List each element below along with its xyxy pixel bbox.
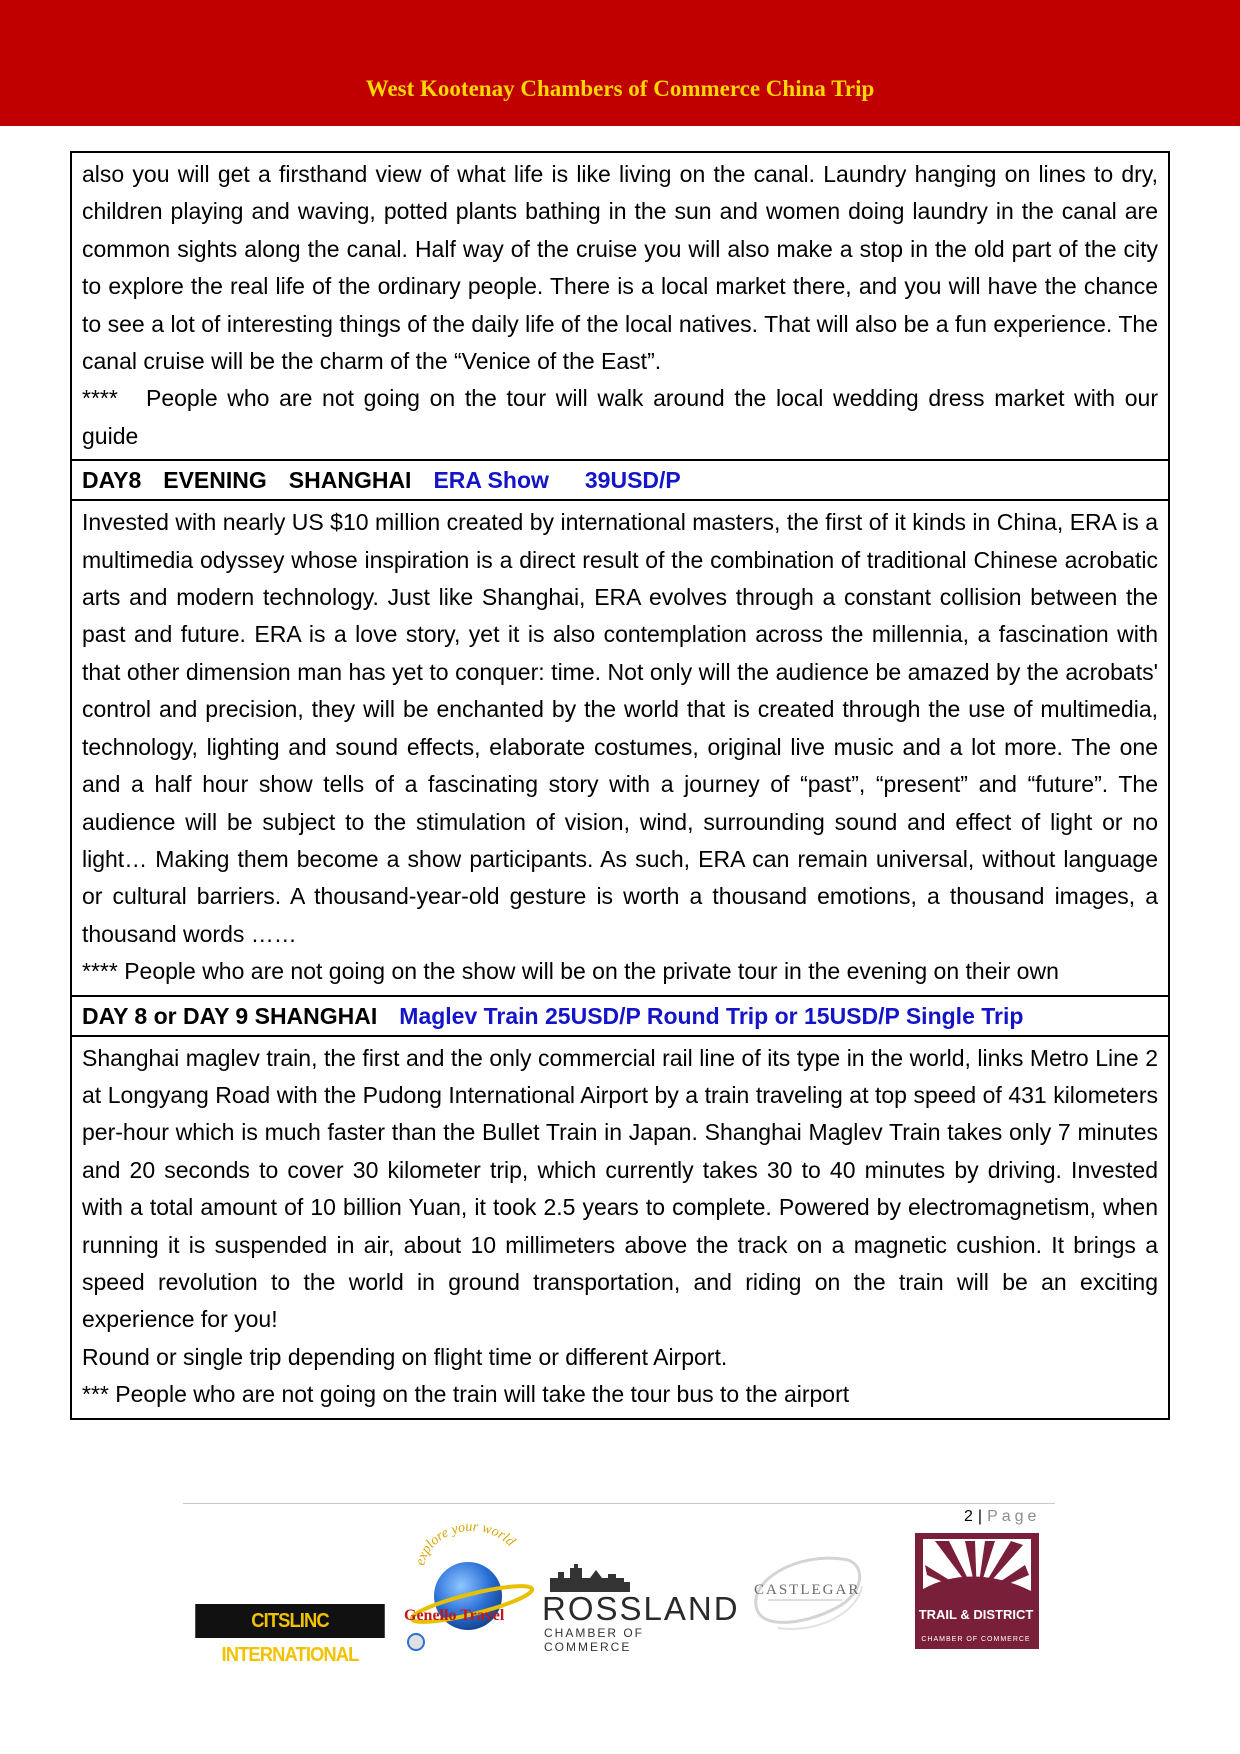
trail-sunburst-icon [905,1531,1048,1651]
header-banner [0,0,1240,126]
header-title: West Kootenay Chambers of Commerce China Trip [365,76,875,101]
rossland-name: ROSSLAND [542,1590,740,1627]
table-row [71,1036,1169,1419]
maglev-heading [71,996,1169,1036]
era-heading [71,460,1169,500]
itinerary-table [70,151,1170,1420]
era-time: EVENING [163,467,267,494]
era-note: **** People who are not going on the show will be on the private tour in the evening on their own [82,958,1059,985]
intro-paragraph: also you will get a firsthand view of what life is like living on the canal. Laundry hanging on lines to dry, children playing and waving, potted plants bathing in the sun and women doing laundry in the canal are common sights along the canal. Half way of the cruise you will also make a stop in the old part of the city to explore the real life of the ordinary people. There is a local market there, and you will have the chance to see a lot of interesting things of the daily life of the local natives. That will also be a fun experience. The canal cruise will be the charm of the “Venice of the East”. [82,161,1158,375]
intro-note [82,380,1158,455]
genello-arc-text: explore your world [413,1522,518,1567]
page-label: Page [987,1508,1041,1525]
era-paragraph: Invested with nearly US $10 million created by international masters, the first of it kinds in China, ERA is a multimedia odyssey whose inspiration is a direct result of the combination of traditional Chinese acrobatic arts and modern technology. Just like Shanghai, ERA evolves through a constant collision between the past and future. ERA is a love story, yet it is also contemplation across the millennia, a fascination with that other dimension man has yet to conquer: time. Not only will the audience be amazed by the acrobats' control and precision, they will be enchanted by the world that is created through the use of multimedia, technology, lighting and sound effects, elaborate costumes, original live music and a lot more. The one and a half hour show tells of a fascinating story with a journey of “past”, “present” and “future”. The audience will be subject to the stimulation of vision, wind, surrounding sound and effect of light or no light… Making them become a show participants. As such, ERA can remain universal, without language or cultural barriers. A thousand-year-old gesture is worth a thousand emotions, a thousand images, a thousand words …… [82,509,1158,947]
table-row [71,460,1169,500]
footer-divider [183,1503,1055,1504]
svg-text:explore your world [413,1522,518,1567]
castlegar-swoosh-icon [738,1542,870,1636]
era-price: 39USD/P [584,467,681,494]
genello-travel-logo [402,1522,540,1658]
era-event: ERA Show [433,467,549,494]
table-row [71,996,1169,1036]
castlegar-name: CASTLEGAR [754,1582,861,1598]
castlegar-chamber-logo [738,1542,870,1636]
page-number [964,1508,1040,1526]
trail-name: TRAIL & DISTRICT [918,1607,1034,1622]
genello-name: Genello Travel [404,1607,505,1624]
maglev-paragraph: Shanghai maglev train, the first and the only commercial rail line of its type in the world, links Metro Line 2 at Longyang Road with the Pudong International Airport by a train traveling at top speed of 431 kilometers per-hour which is much faster than the Bullet Train in Japan. Shanghai Maglev Train takes only 7 minutes and 20 seconds to cover 30 kilometer trip, which currently takes 30 to 40 minutes by driving. Invested with a total amount of 10 billion Yuan, it took 2.5 years to complete. Powered by electromagnetism, when running it is suspended in air, about 10 millimeters above the track on a magnetic cushion. It brings a speed revolution to the world in ground transportation, and riding on the train will be an exciting experience for you! [82,1044,1158,1333]
table-row [71,500,1169,995]
intro-cell [71,152,1169,460]
table-row [71,152,1169,460]
maglev-line: Round or single trip depending on flight time or different Airport. [82,1343,728,1370]
page-number-separator: | [977,1508,984,1525]
era-city: SHANGHAI [288,467,412,494]
rossland-skyline-icon [550,1560,630,1592]
trail-district-chamber-logo [905,1531,1048,1651]
maglev-event: Maglev Train 25USD/P Round Trip or 15USD/P Single Trip [399,1002,1024,1029]
citslinc-logo: CITSLINC INTERNATIONAL [195,1604,385,1638]
maglev-note: *** People who are not going on the train will take the tour bus to the airport [82,1381,850,1408]
intro-note-stars: **** [82,385,118,412]
genello-globe-icon [402,1522,540,1658]
intro-note-text: People who are not going on the tour will walk around the local wedding dress market with our guide [82,385,1158,449]
rossland-subtitle: CHAMBER OF COMMERCE [544,1626,645,1654]
era-day: DAY8 [82,467,142,494]
rossland-chamber-logo [540,1560,740,1654]
trail-subtitle: CHAMBER OF COMMERCE [921,1636,1031,1643]
maglev-cell [71,1036,1169,1419]
maglev-day: DAY 8 or DAY 9 SHANGHAI [82,1002,378,1029]
page-number-value: 2 [964,1508,974,1525]
era-cell [71,500,1169,995]
